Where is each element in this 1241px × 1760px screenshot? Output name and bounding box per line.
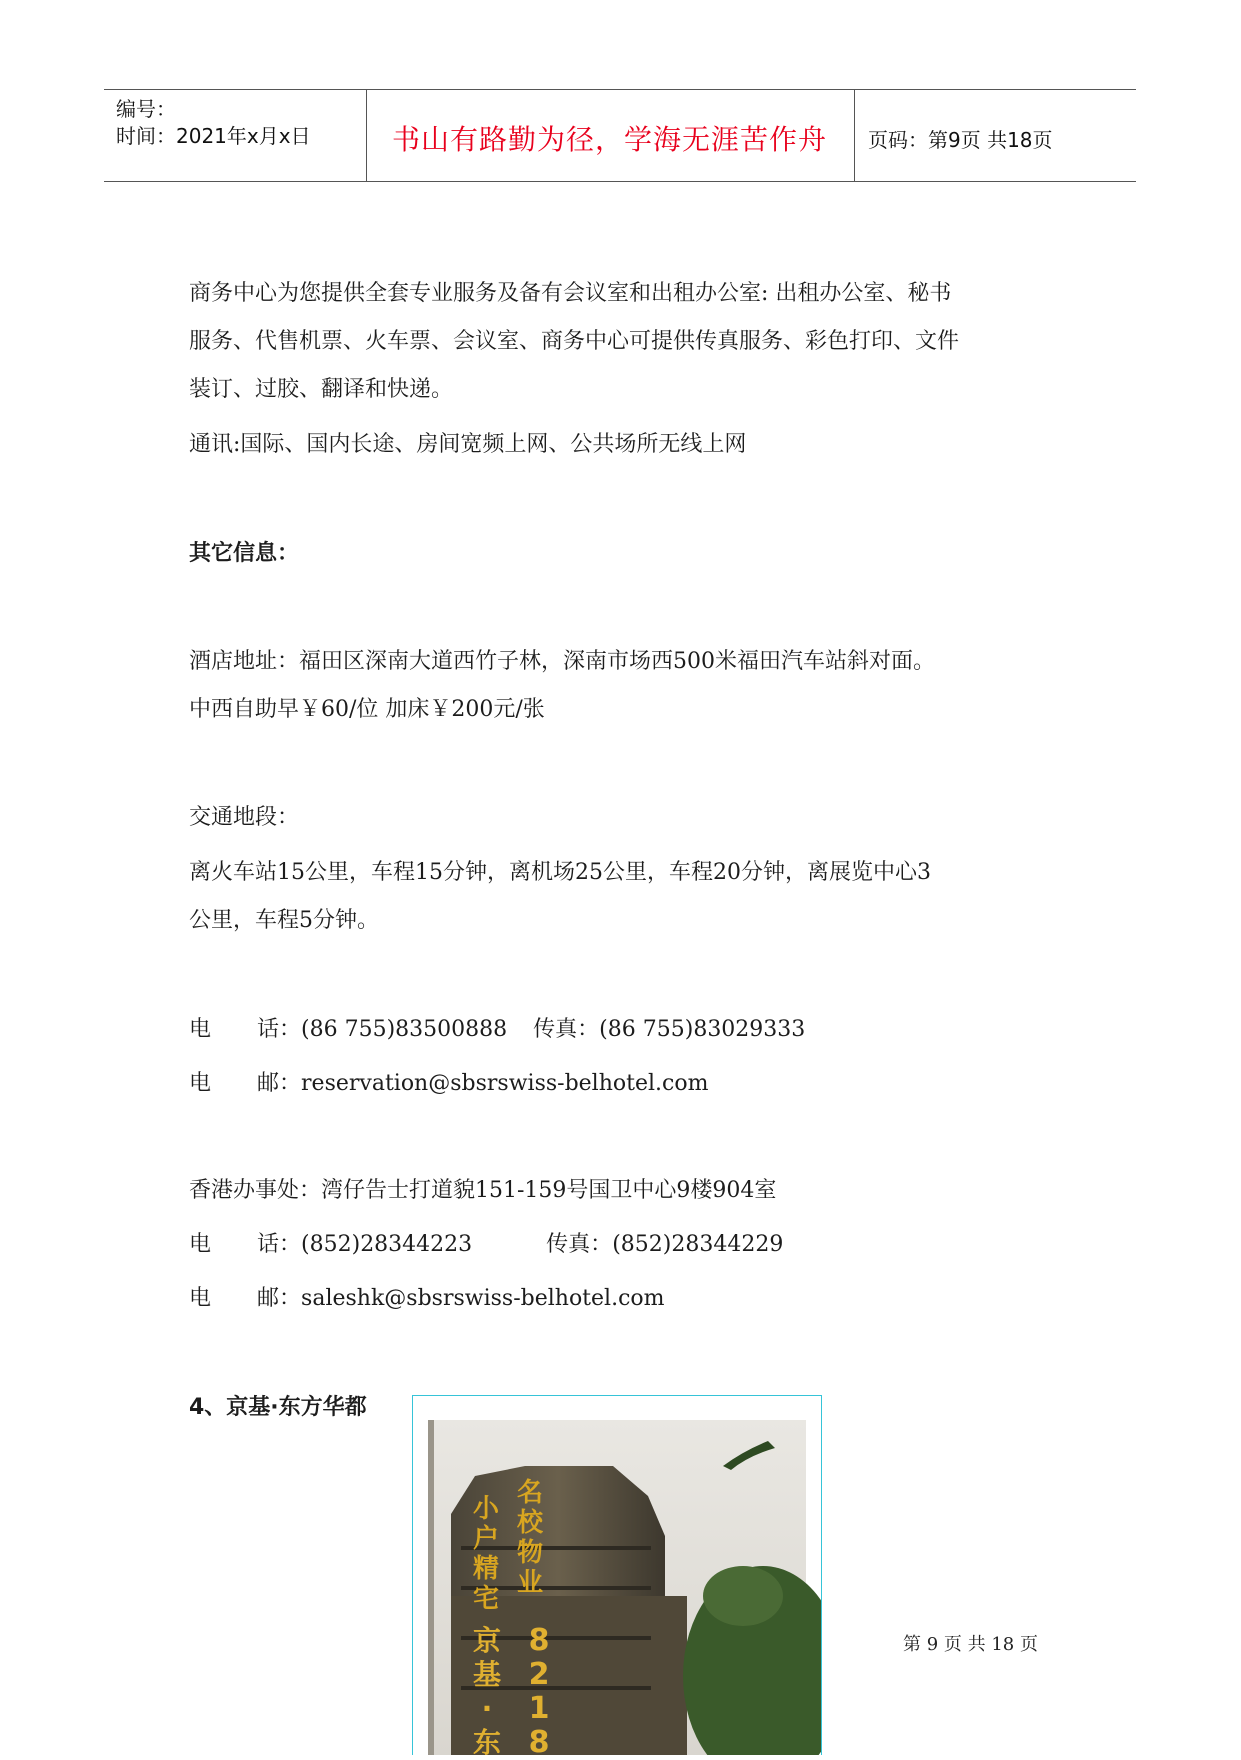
contact-1-mail-label-char2: 邮： bbox=[257, 1071, 302, 1096]
sign-char: 校 bbox=[516, 1508, 543, 1538]
sign-column-1 bbox=[471, 1494, 501, 1614]
contact-1-tel-label-char2: 话： bbox=[257, 1017, 302, 1042]
sign-char: 8 bbox=[528, 1725, 550, 1760]
photo-left-edge bbox=[428, 1420, 434, 1755]
breakfast-price-line: 中西自助早￥60/位 加床￥200元/张 bbox=[189, 697, 545, 722]
traffic-line-2: 公里，车程5分钟。 bbox=[189, 908, 379, 933]
tree-foliage-small bbox=[703, 1566, 783, 1626]
header-divider-left bbox=[366, 89, 367, 182]
traffic-line-1: 离火车站15公里，车程15分钟，离机场25公里，车程20分钟，离展览中心3 bbox=[189, 860, 931, 885]
contact-2-fax-label: 传真： bbox=[546, 1232, 613, 1257]
header-page-label: 页码：第9页 共18页 bbox=[868, 128, 1053, 152]
contact-1-telephone bbox=[189, 1012, 805, 1043]
sign-char: 基 bbox=[472, 1658, 501, 1691]
header-serial-label: 编号： bbox=[116, 97, 176, 121]
sign-char: 2 bbox=[528, 1657, 550, 1692]
traffic-heading: 交通地段： bbox=[189, 805, 300, 830]
contact-2-telephone bbox=[189, 1227, 783, 1258]
contact-1-fax-value: (86 755)83029333 bbox=[599, 1017, 806, 1042]
sign-char: 户 bbox=[472, 1524, 499, 1554]
header-time-label: 时间：2021年x月x日 bbox=[116, 124, 311, 148]
contact-1-mail-label-char1: 电 bbox=[189, 1071, 212, 1096]
contact-1-tel-label-char1: 电 bbox=[189, 1017, 212, 1042]
contact-1-fax-label: 传真： bbox=[533, 1017, 600, 1042]
sign-char: 8 bbox=[528, 1623, 550, 1658]
contact-2-fax-value: (852)28344229 bbox=[612, 1232, 784, 1257]
business-center-line-3: 装订、过胶、翻译和快递。 bbox=[189, 377, 454, 402]
other-info-heading: 其它信息： bbox=[189, 541, 300, 566]
sign-column-2 bbox=[515, 1478, 545, 1598]
business-center-line-1: 商务中心为您提供全套专业服务及备有会议室和出租办公室: 出租办公室、秘书 bbox=[189, 281, 952, 306]
contact-1-email-value: reservation@sbsrswiss-belhotel.com bbox=[301, 1071, 709, 1096]
sign-char: 1 bbox=[528, 1691, 550, 1726]
contact-2-mail-label-char1: 电 bbox=[189, 1286, 212, 1311]
sign-column-4 bbox=[523, 1624, 555, 1760]
sign-char: 京 bbox=[472, 1624, 501, 1657]
sign-column-3 bbox=[471, 1624, 503, 1760]
hk-office-line: 香港办事处：湾仔告士打道貌151-159号国卫中心9楼904室 bbox=[189, 1178, 777, 1203]
hotel-address-line: 酒店地址：福田区深南大道西竹子林，深南市场西500米福田汽车站斜对面。 bbox=[189, 649, 935, 674]
contact-2-email bbox=[189, 1281, 665, 1312]
sign-char: 精 bbox=[472, 1554, 499, 1584]
communication-line: 通讯:国际、国内长途、房间宽频上网、公共场所无线上网 bbox=[189, 432, 747, 457]
sign-char: 宅 bbox=[472, 1584, 499, 1614]
contact-2-mail-label-char2: 邮： bbox=[257, 1286, 302, 1311]
sign-char: 东 bbox=[472, 1726, 501, 1759]
contact-1-email bbox=[189, 1066, 708, 1097]
sign-char: 名 bbox=[516, 1478, 543, 1508]
contact-2-tel-value: (852)28344223 bbox=[301, 1232, 473, 1257]
sign-char: 小 bbox=[472, 1494, 499, 1524]
sign-char: 业 bbox=[516, 1568, 543, 1598]
header-divider-right bbox=[854, 89, 855, 182]
header-motto: 书山有路勤为径，学海无涯苦作舟 bbox=[392, 123, 828, 156]
sign-char: 物 bbox=[516, 1538, 543, 1568]
contact-2-tel-label-char1: 电 bbox=[189, 1232, 212, 1257]
hotel-photo-frame bbox=[412, 1395, 822, 1760]
footer-page-number: 第 9 页 共 18 页 bbox=[903, 1634, 1038, 1655]
contact-2-tel-label-char2: 话： bbox=[257, 1232, 302, 1257]
contact-2-email-value: saleshk@sbsrswiss-belhotel.com bbox=[301, 1286, 665, 1311]
sign-char: · bbox=[481, 1692, 493, 1725]
business-center-line-2: 服务、代售机票、火车票、会议室、商务中心可提供传真服务、彩色打印、文件 bbox=[189, 329, 960, 354]
header-top-rule bbox=[104, 89, 1136, 90]
section-4-heading: 4、京基·东方华都 bbox=[189, 1395, 367, 1420]
header-bottom-rule bbox=[104, 181, 1136, 182]
contact-1-tel-value: (86 755)83500888 bbox=[301, 1017, 508, 1042]
